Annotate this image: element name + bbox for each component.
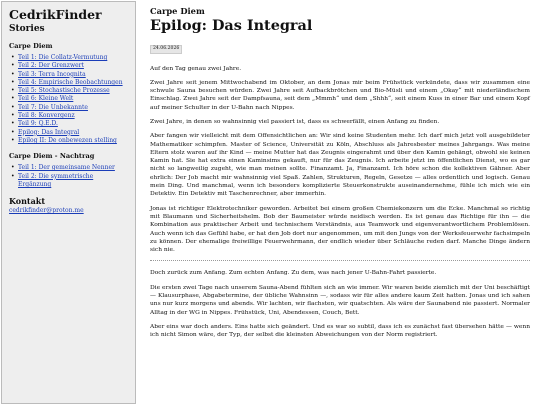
chapter-link-epilog-ii[interactable]: Epilog II: De onbewezen stelling	[18, 136, 117, 144]
story-paragraph: Zwei Jahre, in denen so wahnsinnig viel passiert ist, dass es schwerfällt, einen Anfang zu finden.	[150, 118, 440, 125]
chapter-item	[9, 71, 129, 79]
story-series-title: Carpe Diem	[150, 6, 205, 16]
chapter-item	[9, 164, 129, 172]
story-paragraph: Die ersten zwei Tage nach unserem Sauna-Abend fühlten sich an wie immer. Wir waren beide ziemlich mit der Uni beschäftigt — Klausurphase, Abgabetermine, der übliche Wahnsinn —, sodass wir für alles andere kaum Zeit hatten. Jonas und ich sahen uns nur kurz morgens und abends. Wir lachten, wir flachsten, wir quatschten. Als wäre der Saunabend nie passiert. Normaler Alltag in der WG in Nippes. Frühstück, Uni, Abendessen, Couch, Bett.	[150, 284, 530, 316]
chapter-list-nachtrag	[9, 164, 129, 189]
chapter-link-nachtrag-teil-2-cont[interactable]: Ergänzung	[18, 180, 52, 188]
site-title[interactable]: CedrikFinder	[9, 7, 102, 22]
chapter-item	[9, 104, 129, 112]
story-paragraph: Auf den Tag genau zwei Jahre.	[150, 65, 242, 72]
chapter-link-teil-5[interactable]: Teil 5: Stochastische Prozesse	[18, 87, 110, 95]
chapter-link-teil-9[interactable]: Teil 9: Q.E.D.	[18, 120, 58, 128]
main-content	[150, 6, 530, 346]
chapter-list-carpe-diem	[9, 54, 129, 145]
chapter-link-teil-1[interactable]: Teil 1: Die Collatz-Vermutung	[18, 54, 108, 61]
chapter-link-teil-8[interactable]: Teil 8: Konvergenz	[18, 112, 75, 120]
chapter-link-teil-6[interactable]: Teil 6: Kleine Welt	[18, 95, 74, 103]
story-paragraph: Zwei Jahre seit jenem Mittwochabend im Oktober, an dem Jonas mir beim Frühstück verkündete, dass wir zusammen eine schwule Sauna besuchen würden. Zwei Jahre seit Aufbackbrötchen und Bio-Müsli und einem „Okay“ mit niederländischem Einschlag. Zwei Jahre seit der Dampfsauna, seit dem „Mmmh“ und dem „Shhh“, seit einem Kuss in einer Bar und einem Kopf auf meiner Schulter in der U-Bahn nach Nippes.	[150, 79, 530, 111]
site-subtitle: Stories	[9, 24, 45, 34]
page-title: Epilog: Das Integral	[150, 17, 313, 34]
sidebar	[1, 1, 136, 404]
contact-heading: Kontakt	[9, 196, 46, 207]
chapter-item	[9, 137, 129, 145]
chapter-link-teil-2[interactable]: Teil 2: Der Grenzwert	[18, 62, 84, 70]
chapter-item	[9, 87, 129, 95]
chapter-link-epilog[interactable]: Epilog: Das Integral	[18, 128, 80, 136]
chapter-item	[9, 112, 129, 120]
chapter-item	[9, 79, 129, 87]
chapter-link-nachtrag-teil-1[interactable]: Teil 1: Der gemeinsame Nenner	[18, 164, 115, 172]
chapter-item	[9, 54, 129, 62]
story-paragraph: Aber eins war doch anders. Eins hatte sich geändert. Und es war so subtil, dass ich es zunächst fast übersehen hätte — wenn ich nicht Simon wäre, der Typ, der selbst die kleinsten Abweichungen von der Norm registriert.	[150, 323, 530, 339]
story-paragraph: Doch zurück zum Anfang. Zum echten Anfang. Zu dem, was nach jener U-Bahn-Fahrt passierte.	[150, 270, 437, 277]
section-heading-carpe-diem: Carpe Diem	[9, 42, 53, 50]
section-divider	[150, 260, 530, 261]
chapter-link-teil-4[interactable]: Teil 4: Empirische Beobachtungen	[18, 78, 123, 86]
story-paragraph: Aber fangen wir vielleicht mit dem Offensichtlichen an: Wir sind keine Studenten mehr. Ich darf mich jetzt voll ausgebildeter Mathematiker schimpfen. Master of Science, Universität zu Köln, Abschluss als Jahresbester meines Jahrgangs. Was meine Eltern stolz waren auf ihr Kind — meine Mutter hat das Zeugnis eingerahmt und über den Kamin gehängt, obwohl sie keinen Kamin hat. Sie hat extra einen Kaminsims gekauft, nur für das Zeugnis. Ich arbeite jetzt im öffentlichen Dienst, wo es gar nicht so langweilig zugeht, wie man meinen sollte. Finanzamt. Ja, Finanzamt. Ich höre schon die kollektiven Gähner. Aber ehrlich: Der Job macht mir wahnsinnig viel Spaß. Zahlen, Strukturen, Regeln, Gesetze — alles ordentlich und logisch. Genau mein Ding. Und manchmal, wenn ich besonders komplizierte Steuerkonstrukte auseinandernehme, fühle ich mich wie ein Detektiv. Ein Detektiv mit Taschenrechner, aber immerhin.	[150, 133, 530, 198]
section-heading-nachtrag: Carpe Diem - Nachtrag	[9, 152, 95, 161]
chapter-link-teil-3[interactable]: Teil 3: Terra Incognita	[18, 70, 86, 78]
chapter-item	[9, 173, 129, 190]
chapter-link-teil-7[interactable]: Teil 7: Die Unbekannte	[18, 103, 88, 111]
contact-email-link[interactable]: cedrikfinder@proton.me	[9, 207, 84, 215]
story-paragraph: Jonas ist richtiger Elektrotechniker geworden. Arbeitet bei einem großen Chemiekonzern um die Ecke. Manchmal so richtig mit Blaumann und Sicherheitshelm. Bob der Baumeister würde neidisch werden. Es ist genau das Richtige für ihn — die Kombination aus praktischer Arbeit und technischem Verständnis, aus Teamwork und eigenverantwortlichem Problemlösen. Auch wenn ich das Gefühl habe, er hat den Job dort nur angenommen, um mit den Jungs von der Werksfeuerwehr fachsimpeln zu können. Der ehemalige freiwillige Feuerwehrmann, der endlich wieder über Schläuche reden darf. Manche Dinge ändern sich nie.	[150, 205, 530, 254]
chapter-item	[9, 129, 129, 137]
date-badge: 24.06.2026	[150, 45, 182, 54]
chapter-item	[9, 62, 129, 70]
chapter-link-nachtrag-teil-2[interactable]: Teil 2: Die symmetrische	[18, 172, 94, 180]
chapter-item	[9, 120, 129, 128]
chapter-item	[9, 95, 129, 103]
